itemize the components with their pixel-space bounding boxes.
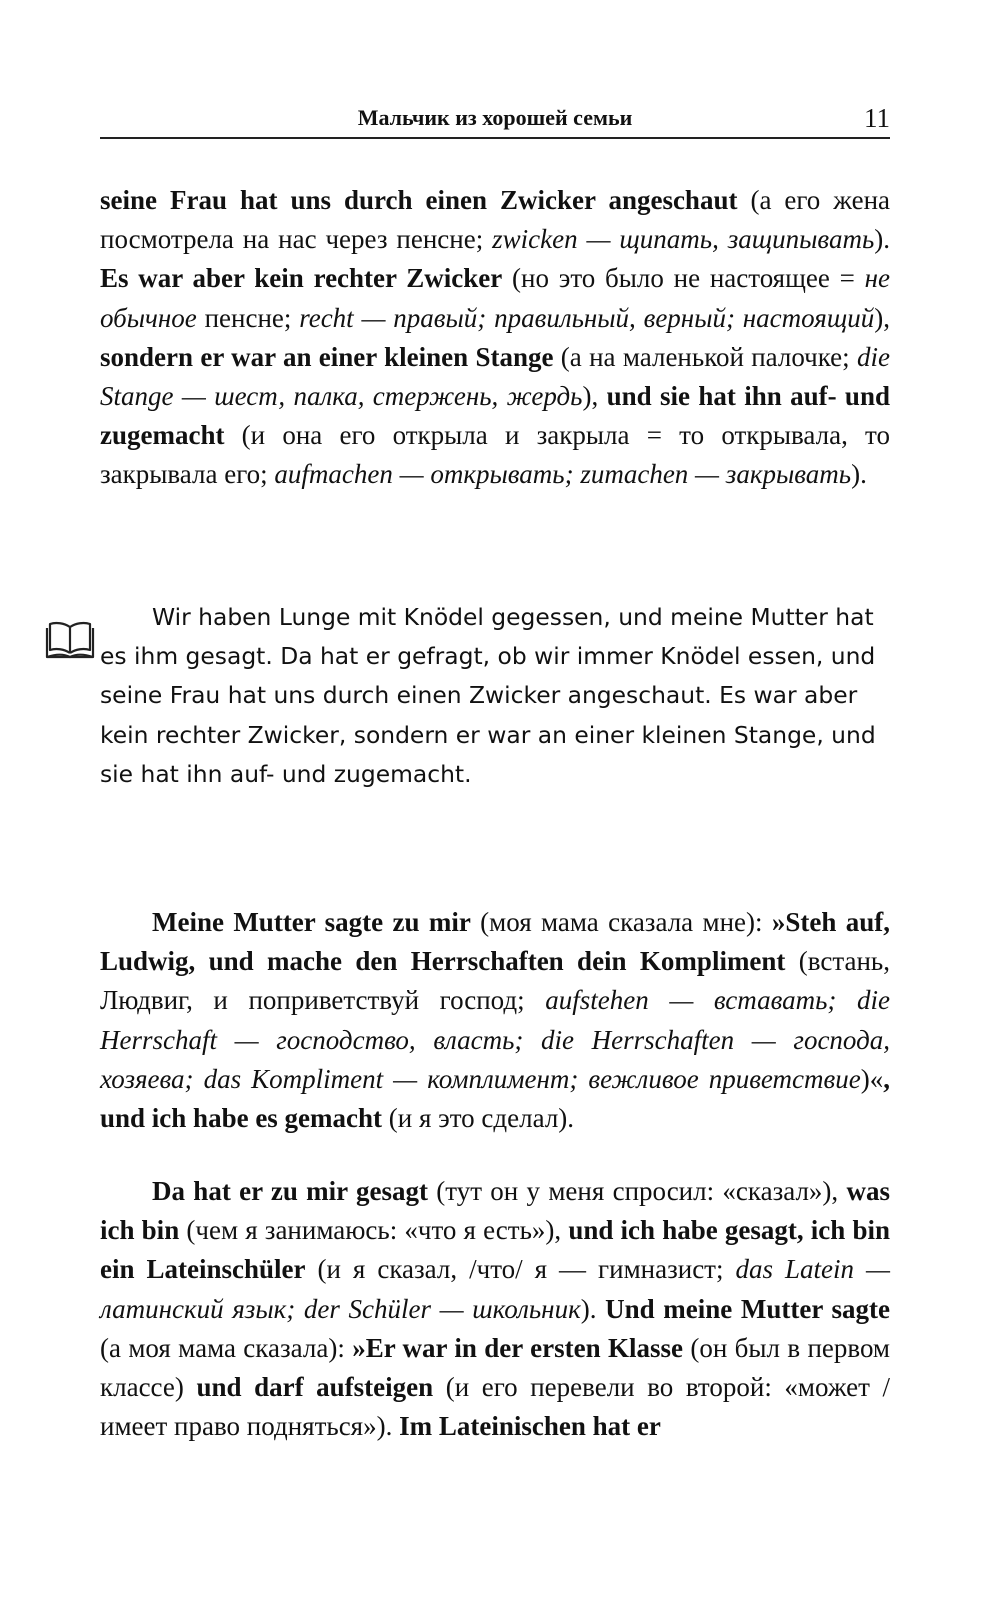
open-book-icon — [44, 619, 96, 661]
header-rule — [100, 137, 890, 139]
german-phrase: Und meine Mutter sagte — [605, 1293, 890, 1324]
translation: (и его перевели во второй: «может / имеет право подняться»). — [100, 1372, 890, 1442]
translation: (встань, Людвиг, и поприветствуй господ; — [100, 946, 890, 1016]
punctuation: ). — [874, 224, 890, 255]
german-phrase: Es war aber kein rechter Zwicker — [100, 263, 503, 294]
translation: (а моя мама сказала): — [100, 1332, 353, 1363]
translation: (и я это сделал). — [382, 1103, 575, 1134]
translation: (и я сказал, /что/ я — гимназист; — [305, 1254, 736, 1285]
german-phrase: , und ich habe es gemacht — [100, 1063, 890, 1134]
translation: (и она его открыла и закрыла = то открывала, то закрывала его; — [100, 420, 890, 490]
translation: (тут он у меня спросил: «сказал»), — [427, 1176, 847, 1206]
german-phrase: was ich bin — [100, 1176, 890, 1246]
vocab-note: zwicken — щипать, защипывать — [492, 224, 875, 255]
translation: (чем я занимаюсь: «что я есть»), — [179, 1215, 569, 1246]
paragraph-commentary-1 — [100, 181, 890, 495]
german-phrase: sondern er war an einer kleinen Stange — [100, 341, 554, 372]
punctuation: ), — [582, 381, 607, 412]
page-number: 11 — [864, 103, 890, 133]
german-phrase: und darf aufsteigen — [196, 1372, 434, 1403]
paragraph-commentary-2 — [100, 903, 890, 1138]
paragraph-commentary-3 — [100, 1172, 890, 1446]
german-phrase: »Steh auf, Ludwig, und mache den Herrschaften dein Kompliment — [100, 907, 890, 977]
vocab-note: das Latein — латинский язык; der Schüler — школьник — [100, 1254, 890, 1324]
vocab-note: aufmachen — открывать; zumachen — закрывать — [274, 459, 852, 490]
vocab-note: die Stange — шест, палка, стержень, жердь — [100, 341, 890, 412]
translation: (а его жена посмотрела на нас через пенсне; — [100, 185, 890, 255]
running-title: Мальчик из хорошей семьи — [357, 105, 633, 130]
german-phrase: seine Frau hat uns durch einen Zwicker angeschaut — [100, 185, 738, 215]
vocab-note: не обычное — [100, 263, 890, 333]
translation: (моя мама сказала мне): — [470, 907, 772, 937]
punctuation: ). — [851, 459, 867, 490]
translation: (он был в первом классе) — [100, 1332, 891, 1403]
vocab-note: recht — правый; правильный, верный; настоящий — [299, 302, 875, 333]
german-phrase: Meine Mutter sagte zu mir — [152, 907, 471, 937]
translation: (а на маленькой палочке; — [553, 341, 857, 372]
german-reading-passage: Wir haben Lunge mit Knödel gegessen, und meine Mutter hat es ihm gesagt. Da hat er gefragt, ob wir immer Knödel essen, und seine Frau hat uns durch einen Zwicker angeschaut. Es war aber kein rechter Zwicker, sondern er war an einer kleinen Stange, und sie hat ihn auf- und zugemacht. — [100, 603, 876, 788]
translation: (но это было не настоящее = — [502, 263, 865, 294]
german-phrase: und sie hat ihn auf- und zugemacht — [100, 381, 890, 451]
german-phrase: Da hat er zu mir gesagt — [152, 1176, 428, 1206]
german-phrase: »Er war in der ersten Klasse — [352, 1332, 683, 1363]
punctuation: ). — [580, 1293, 606, 1324]
page-header — [100, 98, 890, 138]
vocab-note: aufstehen — вставать; die Herrschaft — господство, власть; die Herrschaften — господа, хозяева; das Kompliment — комплимент; вежливое приветствие — [100, 985, 890, 1094]
translation: пенсне; — [196, 302, 300, 333]
punctuation: ), — [874, 302, 890, 333]
german-phrase: und ich habe gesagt, ich bin ein Lateinschüler — [100, 1215, 890, 1285]
german-phrase: Im Lateinischen hat er — [399, 1411, 661, 1442]
punctuation: )« — [860, 1063, 884, 1094]
